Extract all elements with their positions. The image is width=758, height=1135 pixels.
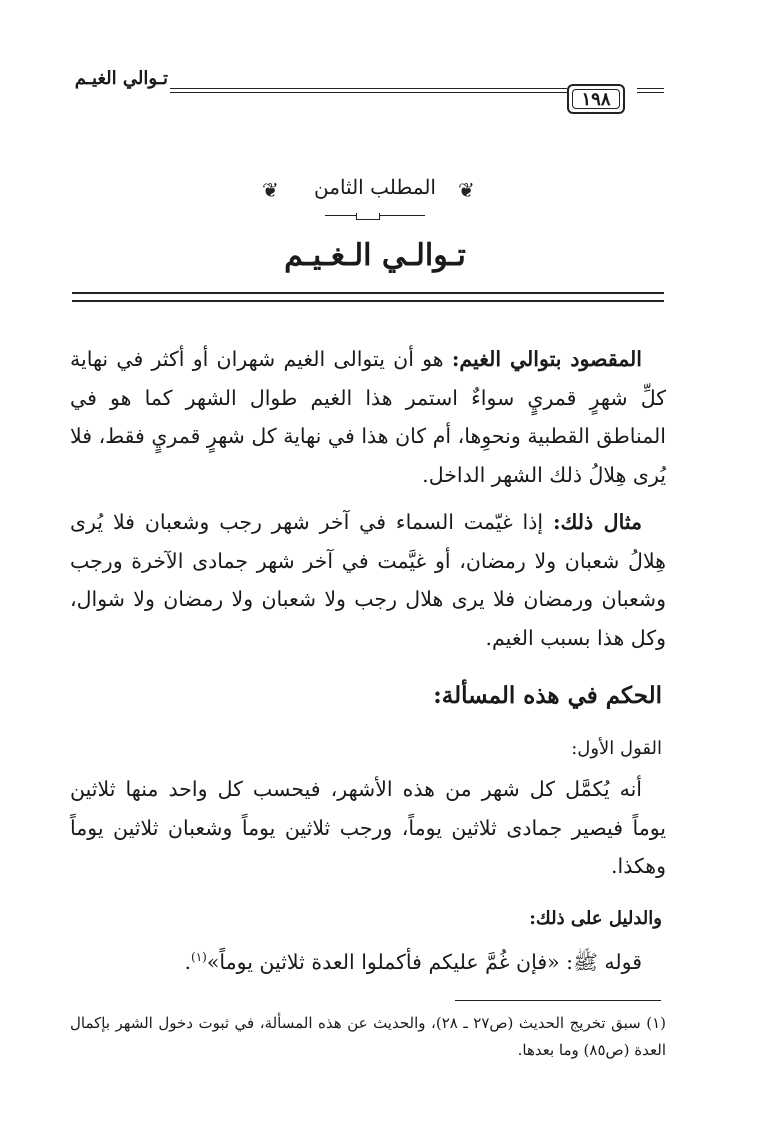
footnote: (١) سبق تخريج الحديث (ص٢٧ ـ ٢٨)، والحديث عن هذه المسألة، في ثبوت دخول الشهر بإكمال العدة (ص٨٥) وما بعدها. xyxy=(70,1014,666,1059)
page-number xyxy=(567,84,625,114)
footnote-ref: (١) xyxy=(191,950,207,964)
title-divider-tab xyxy=(356,213,380,220)
running-title: تـوالي الغيـم xyxy=(74,68,168,89)
example-term: مثال ذلك: xyxy=(552,510,642,534)
page-number-text: ١٩٨ xyxy=(581,88,611,110)
definition-paragraph xyxy=(70,340,666,494)
ruling-heading: الحكم في هذه المسألة: xyxy=(433,682,662,709)
footnote-rule xyxy=(455,1000,661,1001)
evidence-text: قوله ﷺ: «فإن غُمَّ عليكم فأكملوا العدة ثلاثين يوماً» xyxy=(206,949,642,974)
first-opinion-paragraph xyxy=(70,770,666,886)
header-rule xyxy=(170,88,567,93)
example-text: إذا غيّمت السماء في آخر شهر رجب وشعبان فلا يُرى هِلالُ شعبان ولا رمضان، أو غيَّمت في آخر شهر جمادى الآخرة ورجب وشعبان ورمضان فلا يرى هلال رجب ولا شعبان ولا رمضان ولا شوال، وكل هذا بسبب الغيم. xyxy=(70,510,666,650)
ornament-right-icon: ❦ xyxy=(458,178,475,202)
ornament-left-icon: ❦ xyxy=(262,178,279,202)
chapter-title: تـوالـي الـغـيـم xyxy=(284,238,466,273)
evidence-end: . xyxy=(184,949,191,974)
title-underline xyxy=(72,292,664,302)
definition-term: المقصود بتوالي الغيم: xyxy=(451,347,642,371)
section-label: المطلب الثامن xyxy=(314,175,436,199)
evidence-paragraph xyxy=(70,938,666,981)
example-paragraph xyxy=(70,503,666,657)
header-rule-right xyxy=(637,88,664,93)
definition-text: هو أن يتوالى الغيم شهران أو أكثر في نهاية كلِّ شهرٍ قمريٍ سواءٌ استمر هذا الغيم طوال الشهر كما هو في المناطق القطبية ونحوِها، أم كان هذا في نهاية كل شهرٍ قمريٍ فقط، فلا يُرى هِلالُ ذلك الشهر الداخل. xyxy=(70,347,666,487)
first-opinion-text: أنه يُكمَّل كل شهر من هذه الأشهر، فيحسب كل واحد منها ثلاثين يوماً فيصير جمادى ثلاثين يوماً، ورجب ثلاثين يوماً وشعبان ثلاثين يوماً وهكذا. xyxy=(70,777,666,878)
first-opinion-heading: القول الأول: xyxy=(571,738,662,759)
evidence-heading: والدليل على ذلك: xyxy=(529,908,662,929)
